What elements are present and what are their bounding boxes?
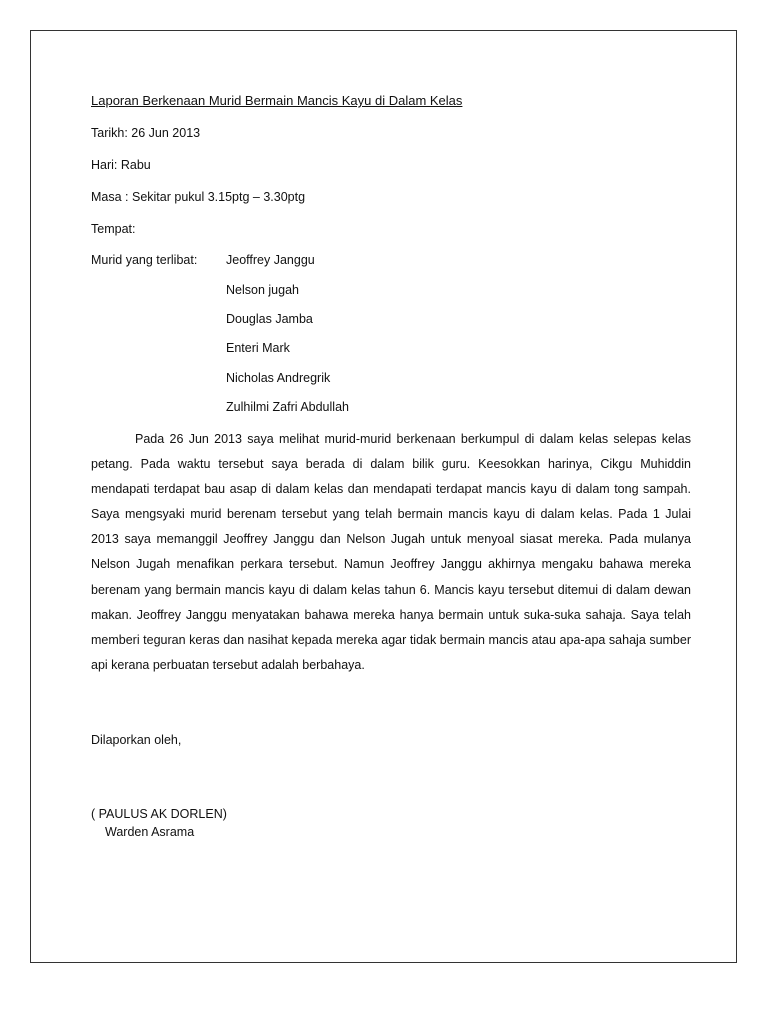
students-label: Murid yang terlibat: — [91, 253, 198, 267]
time-line: Masa : Sekitar pukul 3.15ptg – 3.30ptg — [91, 190, 306, 204]
student-name: Jeoffrey Janggu — [226, 253, 315, 267]
signatory-name: ( PAULUS AK DORLEN) — [91, 807, 227, 821]
report-body-paragraph: Pada 26 Jun 2013 saya melihat murid-murid berkenaan berkumpul di dalam kelas selepas kelas petang. Pada waktu tersebut saya berada di dalam bilik guru. Keesokkan harinya, Cikgu Muhiddin mendapati terdapat bau asap di dalam kelas dan mendapati terdapat mancis kayu di dalam tong sampah. Saya mengsyaki murid berenam tersebut yang telah bermain mancis kayu di dalam kelas. Pada 1 Julai 2013 saya memanggil Jeoffrey Janggu dan Nelson Jugah untuk menyoal siasat mereka. Pada mulanya Nelson Jugah menafikan perkara tersebut. Namun Jeoffrey Janggu akhirnya mengaku bahawa mereka berenam yang bermain mancis kayu di dalam kelas tahun 6. Mancis kayu tersebut ditemui di dalam dewan makan. Jeoffrey Janggu menyatakan bahawa mereka hanya bermain untuk suka-suka sahaja. Saya telah memberi teguran keras dan nasihat kepada mereka agar tidak bermain mancis atau apa-apa sahaja sumber api kerana perbuatan tersebut adalah berbahaya. — [91, 432, 691, 672]
report-title: Laporan Berkenaan Murid Bermain Mancis Kayu di Dalam Kelas — [91, 93, 463, 108]
student-name: Enteri Mark — [226, 341, 290, 355]
date-line: Tarikh: 26 Jun 2013 — [91, 126, 201, 140]
student-name: Nicholas Andregrik — [226, 371, 331, 385]
signatory-title: Warden Asrama — [105, 825, 195, 839]
student-name: Zulhilmi Zafri Abdullah — [226, 400, 349, 414]
reported-by-line: Dilaporkan oleh, — [91, 733, 182, 747]
place-line: Tempat: — [91, 222, 136, 236]
student-name: Douglas Jamba — [226, 312, 313, 326]
day-line: Hari: Rabu — [91, 158, 151, 172]
student-name: Nelson jugah — [226, 283, 299, 297]
